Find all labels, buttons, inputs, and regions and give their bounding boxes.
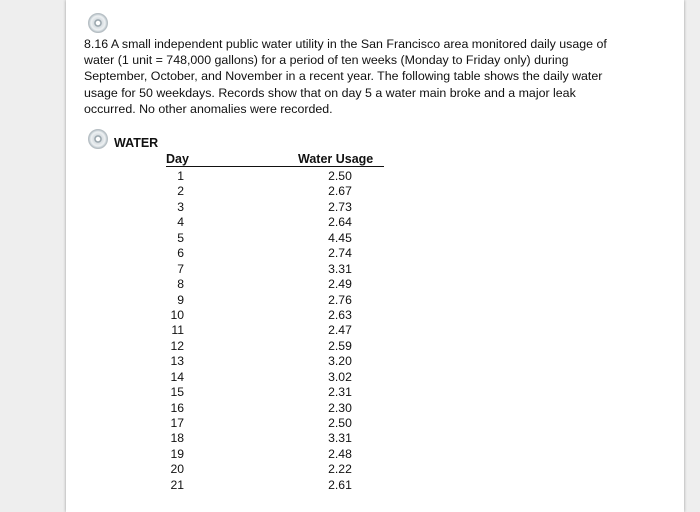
usage-cell: 2.31 — [328, 385, 352, 400]
day-cell: 6 — [177, 246, 184, 261]
day-cell: 5 — [177, 230, 184, 245]
usage-cell: 2.67 — [328, 184, 352, 199]
day-column — [160, 169, 184, 493]
day-cell: 11 — [171, 323, 184, 338]
usage-cell: 2.61 — [328, 477, 352, 492]
usage-cell: 2.63 — [328, 307, 352, 322]
day-cell: 2 — [177, 184, 184, 199]
header-underline — [166, 166, 384, 167]
usage-cell: 3.31 — [328, 431, 352, 446]
day-cell: 20 — [170, 462, 184, 477]
day-cell: 1 — [177, 169, 184, 183]
cd-icon[interactable] — [88, 13, 108, 33]
usage-cell: 2.59 — [328, 338, 352, 353]
usage-cell: 2.47 — [328, 323, 352, 338]
cd-icon[interactable] — [88, 129, 108, 149]
usage-cell: 2.49 — [328, 277, 352, 292]
day-cell: 10 — [170, 307, 184, 322]
day-cell: 4 — [177, 215, 184, 230]
day-cell: 13 — [170, 354, 184, 369]
day-cell: 3 — [177, 199, 184, 214]
day-cell: 15 — [170, 385, 184, 400]
usage-cell: 3.31 — [328, 261, 352, 276]
usage-cell: 3.02 — [328, 369, 352, 384]
day-cell: 16 — [170, 400, 184, 415]
usage-cell: 4.45 — [328, 230, 352, 245]
day-cell: 14 — [170, 369, 184, 384]
day-cell: 19 — [170, 446, 184, 461]
usage-cell: 3.20 — [328, 354, 352, 369]
usage-cell: 2.74 — [328, 246, 352, 261]
day-cell: 12 — [170, 338, 184, 353]
day-header: Day — [166, 152, 189, 166]
usage-cell: 2.30 — [328, 400, 352, 415]
day-cell: 21 — [170, 477, 184, 492]
usage-column — [322, 169, 358, 493]
data-file-title: WATER — [114, 136, 159, 150]
day-cell: 7 — [177, 261, 184, 276]
water-usage-header: Water Usage — [298, 152, 374, 166]
day-cell: 17 — [170, 416, 184, 430]
usage-cell: 2.50 — [328, 169, 352, 183]
usage-cell: 2.50 — [328, 416, 352, 430]
usage-cell: 2.76 — [328, 292, 352, 307]
problem-statement: 8.16 A small independent public water utility in the San Francisco area monitored daily usage of water (1 unit = 748,000 gallons) for a period of ten weeks (Monday to Friday only) during September, October, and November in a recent year. The following table shows the daily water usage for 50 weekdays. Records show that on day 5 a water main broke and a major leak occurred. No other anomalies were recorded. — [84, 37, 607, 116]
usage-cell: 2.48 — [328, 446, 352, 461]
usage-cell: 2.64 — [328, 215, 352, 230]
usage-cell: 2.73 — [328, 199, 352, 214]
day-cell: 9 — [177, 292, 184, 307]
day-cell: 8 — [177, 277, 184, 292]
usage-cell: 2.22 — [328, 462, 352, 477]
day-cell: 18 — [170, 431, 184, 446]
